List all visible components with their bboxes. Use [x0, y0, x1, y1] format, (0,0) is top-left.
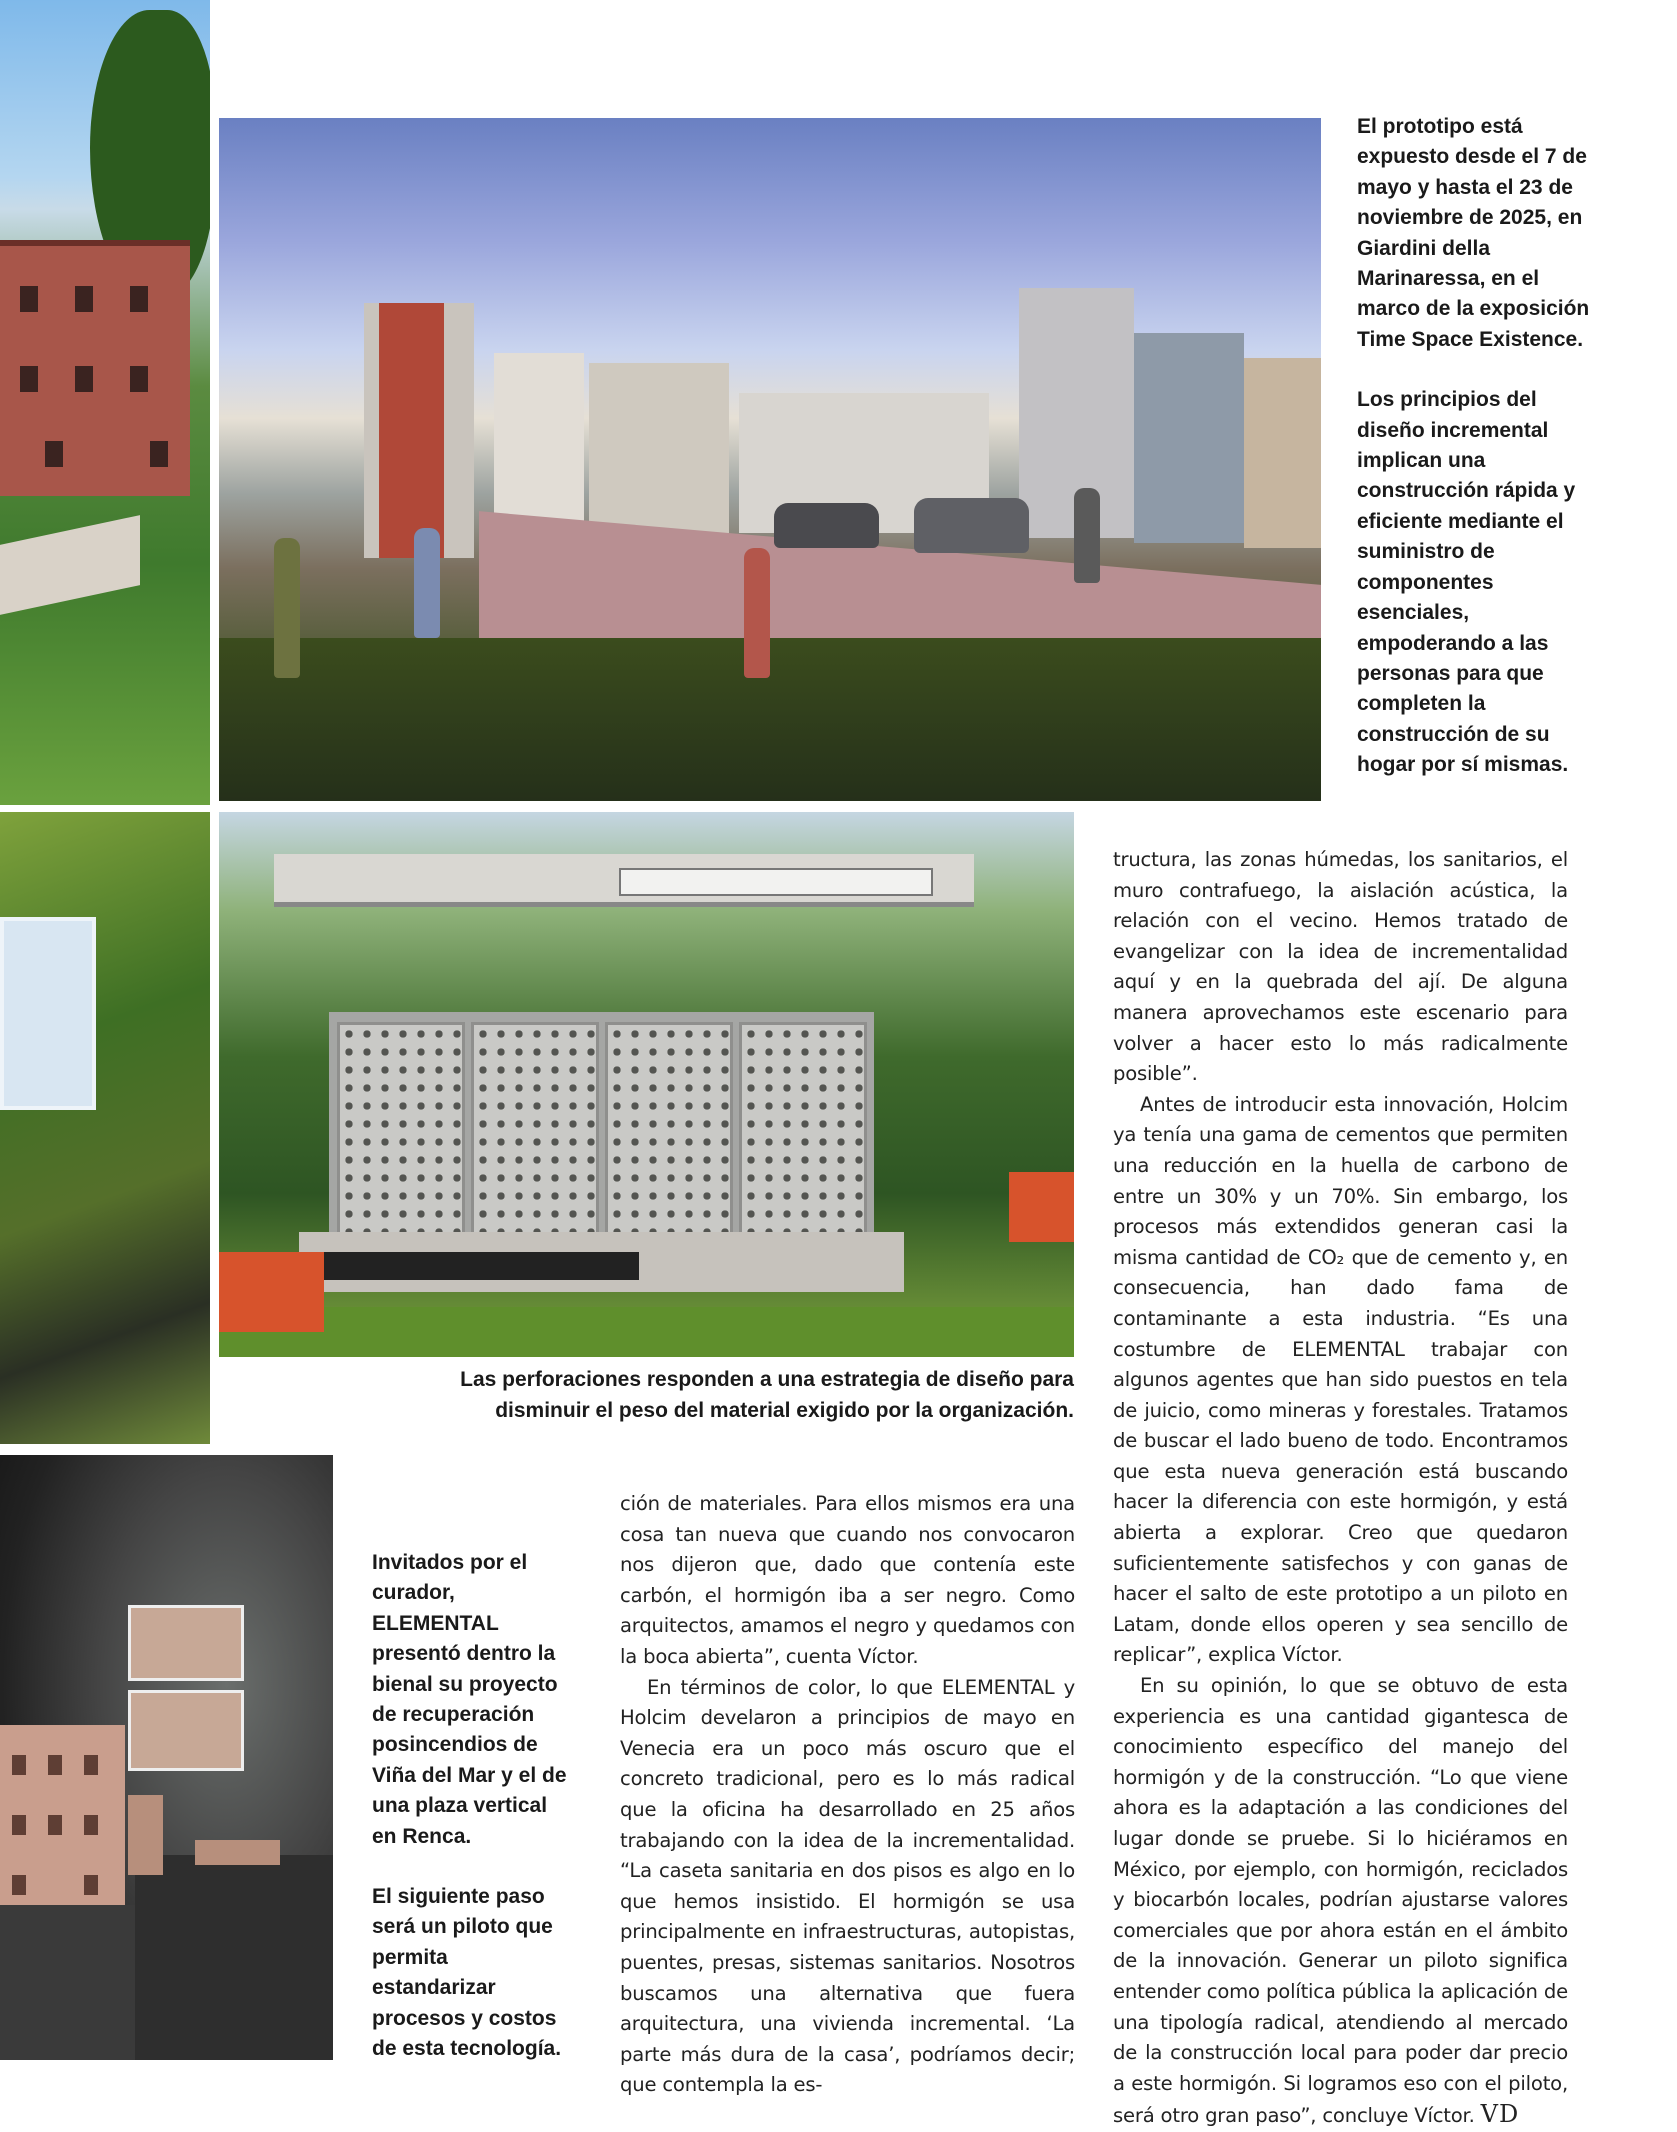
lawn — [219, 638, 1321, 801]
caption-top-right — [1357, 112, 1597, 811]
house — [589, 363, 729, 543]
caption-prototype: Las perforaciones responden a una estrategia de diseño para disminuir el peso del material exigido por la organización. — [460, 1368, 1074, 1422]
car — [774, 503, 879, 548]
caption-paragraph: El siguiente paso será un piloto que permita estandarizar procesos y costos de esta tecnología. — [372, 1885, 562, 2061]
article-column-right — [1113, 845, 1568, 2132]
body-paragraph: Antes de introducir esta innovación, Holcim ya tenía una gama de cementos que permiten una reducción en la huella de carbono de entre un 30% y un 70%. Sin embargo, los procesos más extendidos generan casi la misma cantidad de CO₂ que de cemento y, en consecuencia, han dado fama de contaminante a esta industria. “Es una costumbre de ELEMENTAL trabajar con algunos agentes que han sido puestos en tela de juicio, como mineras y forestales. Tratamos de buscar el lado bueno de todo. Encontramos que esta nueva generación está buscando hacer la diferencia con este hormigón, y está abierta a explorar. Creo que quedaron suficientemente satisfechos y con ganas de hacer el salto de este prototipo a un piloto en Latam, donde ellos operen y sea sencillo de replicar”, explica Víctor. — [1113, 1092, 1568, 1667]
photo-concrete-prototype — [219, 812, 1074, 1357]
body-paragraph — [1113, 1671, 1568, 2132]
child — [274, 538, 300, 678]
red-building — [0, 240, 190, 496]
child — [414, 528, 440, 638]
end-mark: VD — [1480, 2100, 1520, 2129]
house — [379, 303, 444, 558]
photo-venice-garden-building — [0, 0, 210, 805]
caption-paragraph: Los principios del diseño incremental implican una construcción rápida y eficiente mediante el suministro de componentes esenciales, empoderando a las personas para que completen la construcción de su hogar por sí mismas. — [1357, 388, 1576, 777]
architectural-model — [0, 1725, 125, 1935]
caption-left — [372, 1548, 567, 2095]
precast-roof-slab — [274, 854, 974, 907]
garden-path — [0, 515, 140, 615]
child — [744, 548, 770, 678]
body-paragraph: En términos de color, lo que ELEMENTAL y Holcim develaron a principios de mayo en Venecia era un poco más oscuro que el concreto tradicional, pero es lo más radical que la oficina ha desarrollado en 25 años trabajando con la idea de la incrementalidad. “La caseta sanitaria en dos pisos es algo en lo que hemos insistido. El hormigón se usa principalmente en infraestructuras, autopistas, puentes, presas, sistemas sanitarios. Nosotros buscamos una alternativa que fuera arquitectura, una vivienda incremental. ‘La parte más dura de la casa’, podríamos decir; que contempla la es- — [620, 1675, 1075, 2097]
body-paragraph: ción de materiales. Para ellos mismos era una cosa tan nueva que cuando nos convocaron nos dijeron que, dado que contenía este carbón, el hormigón iba a ser negro. Como arquitectos, amamos el negro y quedamos con la boca abierta”, cuenta Víctor. — [620, 1492, 1075, 1668]
orange-machine — [1009, 1172, 1074, 1242]
article-column-middle — [620, 1489, 1075, 2101]
house — [1244, 358, 1321, 548]
plinth — [0, 1905, 145, 2060]
plinth — [135, 1855, 333, 2060]
exhibit-panel — [0, 917, 96, 1110]
caption-paragraph: El prototipo está expuesto desde el 7 de mayo y hasta el 23 de noviembre de 2025, en Giardini della Marinaressa, en el marco de la exposición Time Space Existence. — [1357, 115, 1590, 351]
model-object — [195, 1840, 280, 1865]
framed-image — [128, 1605, 244, 1681]
person — [1074, 488, 1100, 583]
house — [1134, 333, 1244, 543]
body-paragraph: tructura, las zonas húmedas, los sanitarios, el muro contrafuego, la aislación acústica, la relación con el vecino. Hemos tratado de evangelizar con la idea de incrementalidad aquí y en la quebrada del ají. De alguna manera aprovechamos este escenario para volver a hacer esto lo más radicalmente posible”. — [1113, 848, 1568, 1086]
car — [914, 498, 1029, 553]
framed-image — [128, 1690, 244, 1771]
photo-green-wall — [0, 812, 210, 1444]
lawn — [219, 1307, 1074, 1357]
crane-arm — [309, 1252, 639, 1280]
model-object — [128, 1795, 163, 1875]
photo-incremental-housing-rendering — [219, 118, 1321, 801]
perforated-concrete-wall — [329, 1012, 874, 1242]
photo-exhibition-models — [0, 1455, 333, 2060]
caption-paragraph: Invitados por el curador, ELEMENTAL presentó dentro la bienal su proyecto de recuperación posincendios de Viña del Mar y el de una plaza vertical en Renca. — [372, 1551, 567, 1848]
body-paragraph-text: En su opinión, lo que se obtuvo de esta experiencia es una cantidad gigantesca de conocimiento específico del manejo del hormigón y de la construcción. “Lo que viene ahora es la adaptación a las condiciones del lugar donde se pruebe. Si lo hiciéramos en México, por ejemplo, con hormigón, reciclados y biocarbón locales, podrían ajustarse valores comerciales que por ahora están en el ámbito de la innovación. Generar un piloto significa entender como política pública la aplicación de una tipología radical, atendiendo al mercado de la construcción local para poder dar precio a este hormigón. Si logramos eso con el piloto, será otro gran paso”, concluye Víctor. — [1113, 1674, 1568, 2128]
orange-machine — [219, 1252, 324, 1332]
